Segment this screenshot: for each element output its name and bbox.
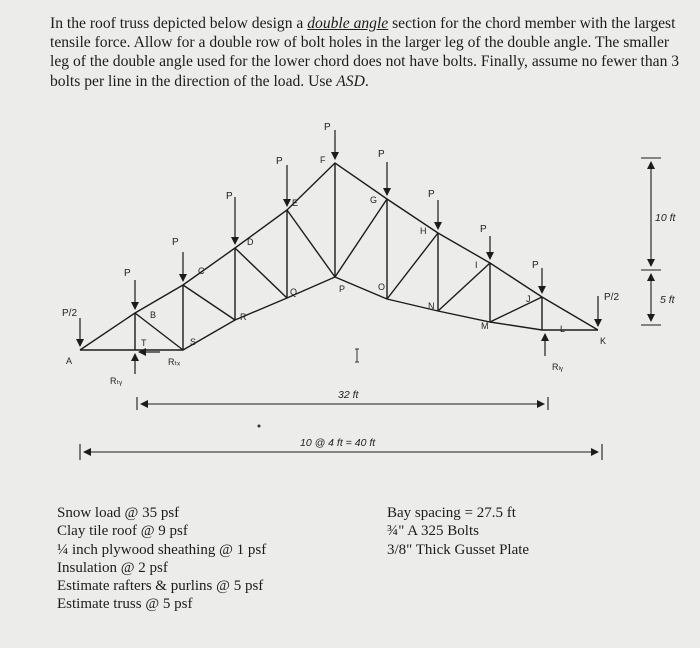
node-labels (66, 155, 606, 366)
top-chord (80, 163, 598, 350)
node-label-q: Q (290, 287, 298, 297)
problem-text-2: section for the chord member with the largest tensile force. Allow for a double row of bolt holes in the larger leg of the double angle. The smaller leg of the double angle used for the lower chord does not have bolts. Finally, assume no fewer than 3 bolts per line in the direction of the load. Use (50, 15, 680, 90)
load-label-right-half: P/2 (604, 292, 620, 303)
truss-members (80, 163, 598, 350)
dimension-label-5ft: 5 ft (660, 294, 675, 306)
load-label-left-half: P/2 (62, 308, 78, 319)
node-label-d: D (247, 237, 254, 247)
load-label: P (276, 156, 283, 167)
node-label-c: C (198, 266, 205, 276)
problem-text-3: . (364, 72, 369, 90)
reaction-label-rty: Rₜᵧ (110, 376, 123, 386)
load-label: P (226, 191, 233, 202)
diagonal-member (183, 285, 235, 320)
diagonal-member (335, 199, 387, 277)
load-label: P (172, 237, 179, 248)
load-item: Clay tile roof @ 9 psf (57, 523, 188, 540)
dimension-label-32ft: 32 ft (338, 389, 359, 401)
node-label-p: P (339, 284, 346, 294)
spec-gusset-plate: 3/8" Thick Gusset Plate (387, 541, 530, 558)
node-label-l: L (560, 324, 566, 334)
load-item: Estimate truss @ 5 psf (57, 596, 193, 613)
reaction-labels (110, 357, 563, 386)
load-label: P (378, 149, 385, 160)
load-item: Estimate rafters & purlins @ 5 psf (57, 578, 264, 595)
load-item: Insulation @ 2 psf (57, 559, 168, 576)
node-label-a: A (66, 356, 73, 366)
loads-list (57, 504, 266, 614)
reaction-label-rtx: Rₜₓ (168, 357, 181, 367)
dimension-vertical (641, 158, 661, 325)
node-label-r: R (240, 312, 247, 322)
node-label-t: T (141, 338, 147, 348)
node-label-g: G (370, 195, 378, 205)
load-arrows (80, 130, 598, 346)
node-label-b: B (150, 310, 157, 320)
node-label-k: K (600, 336, 607, 346)
problem-text-1: In the roof truss depicted below design a (50, 15, 308, 32)
node-label-i: I (475, 260, 478, 270)
node-label-h: H (420, 226, 427, 236)
node-label-s: S (190, 337, 197, 347)
diagonal-member (235, 248, 287, 298)
problem-emphasis-asd: ASD (336, 72, 365, 90)
node-label-n: N (428, 301, 435, 311)
problem-emphasis-double-angle: double angle (307, 15, 389, 32)
reaction-arrows (135, 334, 545, 374)
load-label: P (324, 122, 331, 133)
diagonal-member (387, 233, 438, 299)
spec-bay-spacing: Bay spacing = 27.5 ft (387, 505, 516, 521)
dimension-label-10ft: 10 ft (655, 212, 676, 224)
diagonal-member (490, 297, 542, 322)
load-label: P (428, 189, 435, 200)
node-label-f: F (320, 155, 326, 165)
node-label-o: O (378, 282, 386, 292)
node-label-m: M (481, 321, 489, 331)
load-item: Snow load @ 35 psf (57, 505, 180, 521)
dot-mark (258, 425, 261, 428)
diagonal-member (438, 263, 490, 311)
reaction-label-rly: Rₗᵧ (552, 362, 563, 372)
load-label: P (480, 224, 487, 235)
load-label: P (532, 260, 539, 271)
load-label: P (124, 268, 131, 279)
load-item: ¼ inch plywood sheathing @ 1 psf (57, 541, 267, 558)
node-label-e: E (292, 198, 299, 208)
node-label-j: J (526, 294, 531, 304)
dimension-label-40ft: 10 @ 4 ft = 40 ft (300, 437, 376, 449)
cursor-mark (355, 349, 359, 362)
design-specs (387, 504, 529, 559)
diagonal-member (287, 210, 335, 277)
spec-bolts: ¾" A 325 Bolts (387, 523, 479, 540)
